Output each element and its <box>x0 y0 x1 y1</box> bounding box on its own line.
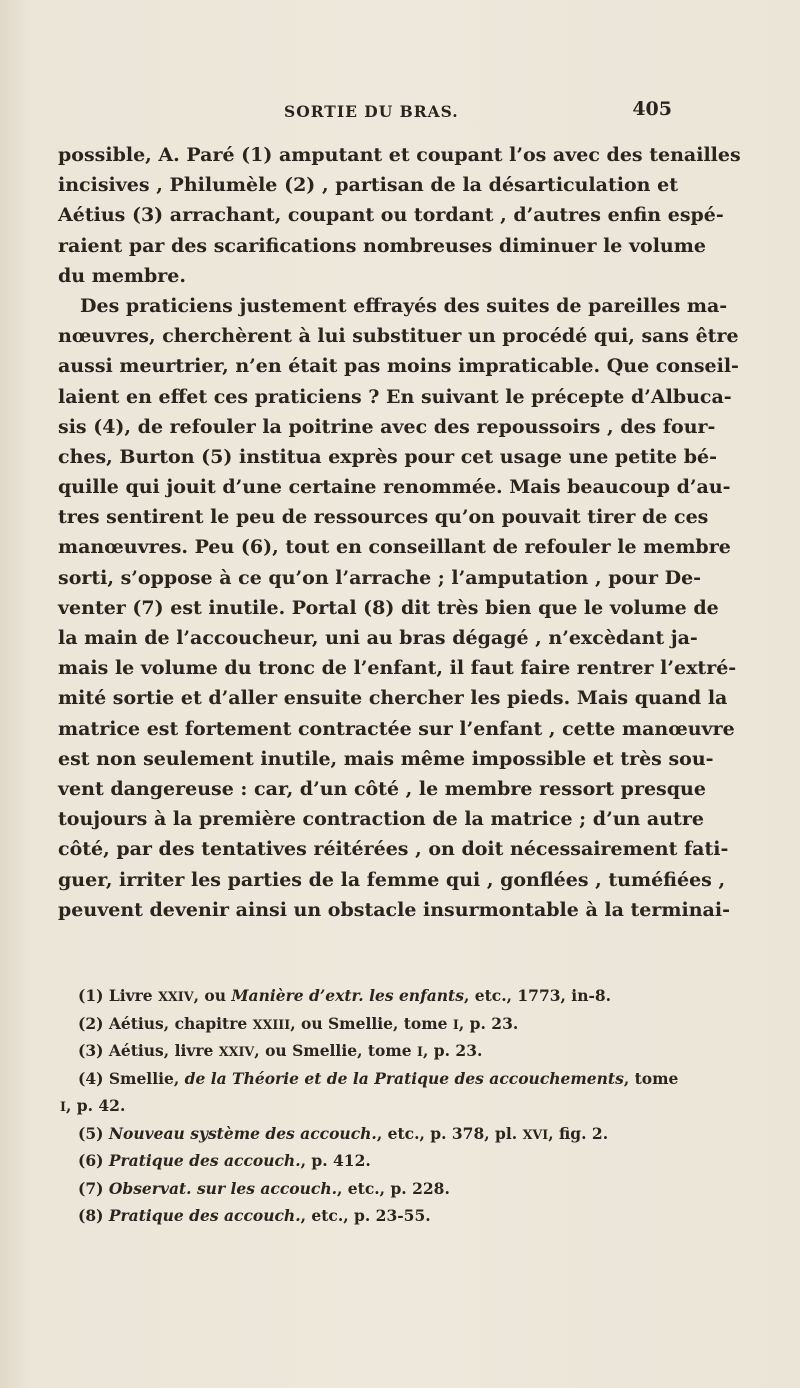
footnote-3 <box>58 1037 678 1065</box>
footnote-text: , etc., p. 378, pl. <box>376 1123 523 1143</box>
text-line: est non seulement inutile, mais même impossible et très sou- <box>58 747 714 770</box>
text-line: laient en effet ces praticiens ? En suivant le précepte d’Albuca- <box>58 385 732 408</box>
footnote-title: Pratique des accouch. <box>108 1206 301 1225</box>
text-line: sorti, s’oppose à ce qu’on l’arrache ; l’amputation , pour De- <box>58 566 702 589</box>
footnote-text: (6) <box>78 1151 109 1170</box>
footnote-7 <box>58 1147 678 1175</box>
footnote-text: , p. 412. <box>300 1151 371 1170</box>
running-head: SORTIE DU BRAS. <box>284 102 459 121</box>
footnote-text: , tome <box>623 1068 679 1088</box>
page-number: 405 <box>632 98 672 120</box>
footnote-9 <box>58 1202 678 1230</box>
footnote-text: I <box>417 1044 423 1059</box>
footnote-text: , etc., p. 228. <box>337 1178 450 1198</box>
footnote-text: , ou Smellie, tome <box>254 1041 418 1060</box>
footnote-text: , etc., p. 23-55. <box>300 1206 431 1225</box>
text-line: mité sortie et d’aller ensuite chercher les pieds. Mais quand la <box>58 687 728 710</box>
footnote-title: Observat. sur les accouch. <box>108 1178 338 1198</box>
footnote-text: (8) <box>78 1206 109 1225</box>
footnote-title: de la Théorie et de la Pratique des accouchements <box>184 1068 624 1088</box>
page-header <box>60 98 680 130</box>
footnote-text: , p. 23. <box>458 1013 519 1033</box>
text-line: possible, A. Paré (1) amputant et coupant l’os avec des tenailles <box>58 144 741 166</box>
footnote-text: XXIII <box>252 1016 291 1032</box>
text-line: incisives , Philumèle (2) , partisan de la désarticulation et <box>58 174 678 197</box>
text-line: du membre. <box>58 264 187 287</box>
text-line: aussi meurtrier, n’en était pas moins impraticable. Que conseil- <box>58 355 739 378</box>
footnote-text: , fig. 2. <box>548 1123 609 1143</box>
footnote-text: , ou <box>193 986 232 1005</box>
footnote-1 <box>58 982 678 1010</box>
footnote-text: , p. 23. <box>422 1041 483 1060</box>
footnote-text: (7) <box>78 1178 109 1198</box>
paragraph-2 <box>58 291 739 925</box>
footnote-title: Nouveau système des accouch. <box>108 1123 377 1143</box>
footnote-text: XXIV <box>218 1044 255 1059</box>
text-line: toujours à la première contraction de la matrice ; d’un autre <box>58 808 704 831</box>
paragraph-1 <box>58 140 741 291</box>
footnote-6 <box>58 1120 678 1148</box>
footnote-text: XVI <box>522 1126 549 1142</box>
footnote-text: I <box>452 1016 459 1032</box>
text-line: matrice est fortement contractée sur l’enfant , cette manœuvre <box>58 717 735 740</box>
text-line: mais le volume du tronc de l’enfant, il faut faire rentrer l’extré- <box>58 657 737 680</box>
footnote-text: I <box>60 1099 66 1114</box>
footnotes <box>58 982 678 1230</box>
text-line: quille qui jouit d’une certaine renommée. Mais beaucoup d’au- <box>58 476 731 499</box>
text-line: ches, Burton (5) institua exprès pour cet usage une petite bé- <box>58 445 718 468</box>
footnote-text: (1) Livre <box>78 986 159 1005</box>
text-line: peuvent devenir ainsi un obstacle insurmontable à la terminai- <box>58 898 730 921</box>
text-line: manœuvres. Peu (6), tout en conseillant de refouler le membre <box>58 536 731 559</box>
text-line: venter (7) est inutile. Portal (8) dit très bien que le volume de <box>58 596 719 619</box>
footnote-title: Pratique des accouch. <box>108 1151 301 1170</box>
text-line: guer, irriter les parties de la femme qui , gonflées , tuméfiées , <box>58 868 726 891</box>
footnote-5 <box>58 1092 678 1120</box>
footnote-text: , ou Smellie, tome <box>290 1013 453 1033</box>
text-line: sis (4), de refouler la poitrine avec des repoussoirs , des four- <box>58 415 716 438</box>
footnote-8 <box>58 1175 678 1203</box>
footnote-2 <box>58 1010 678 1038</box>
text-line: tres sentirent le peu de ressources qu’on pouvait tirer de ces <box>58 506 709 529</box>
footnote-text: , etc., 1773, in-8. <box>463 986 612 1005</box>
footnote-text: , p. 42. <box>65 1096 126 1115</box>
footnote-text: XXIV <box>158 989 194 1004</box>
text-line: la main de l’accoucheur, uni au bras dégagé , n’excèdant ja- <box>58 627 698 649</box>
text-line: raient par des scarifications nombreuses diminuer le volume <box>58 234 706 257</box>
text-line: côté, par des tentatives réitérées , on doit nécessairement fati- <box>58 838 729 861</box>
footnote-text: (4) Smellie, <box>78 1068 185 1088</box>
footnote-text: (5) <box>78 1123 109 1143</box>
text-line: Des praticiens justement effrayés des suites de pareilles ma- <box>80 294 728 317</box>
text-line: nœuvres, cherchèrent à lui substituer un procédé qui, sans être <box>58 325 739 348</box>
footnote-text: (2) Aétius, chapitre <box>78 1013 253 1033</box>
footnote-4 <box>58 1065 678 1093</box>
footnote-text: (3) Aétius, livre <box>78 1041 219 1060</box>
footnote-title: Manière d’extr. les enfants <box>231 986 464 1005</box>
text-line: vent dangereuse : car, d’un côté , le membre ressort presque <box>58 777 706 800</box>
body-text <box>58 140 741 925</box>
text-line: Aétius (3) arrachant, coupant ou tordant , d’autres enfin espé- <box>58 204 724 227</box>
